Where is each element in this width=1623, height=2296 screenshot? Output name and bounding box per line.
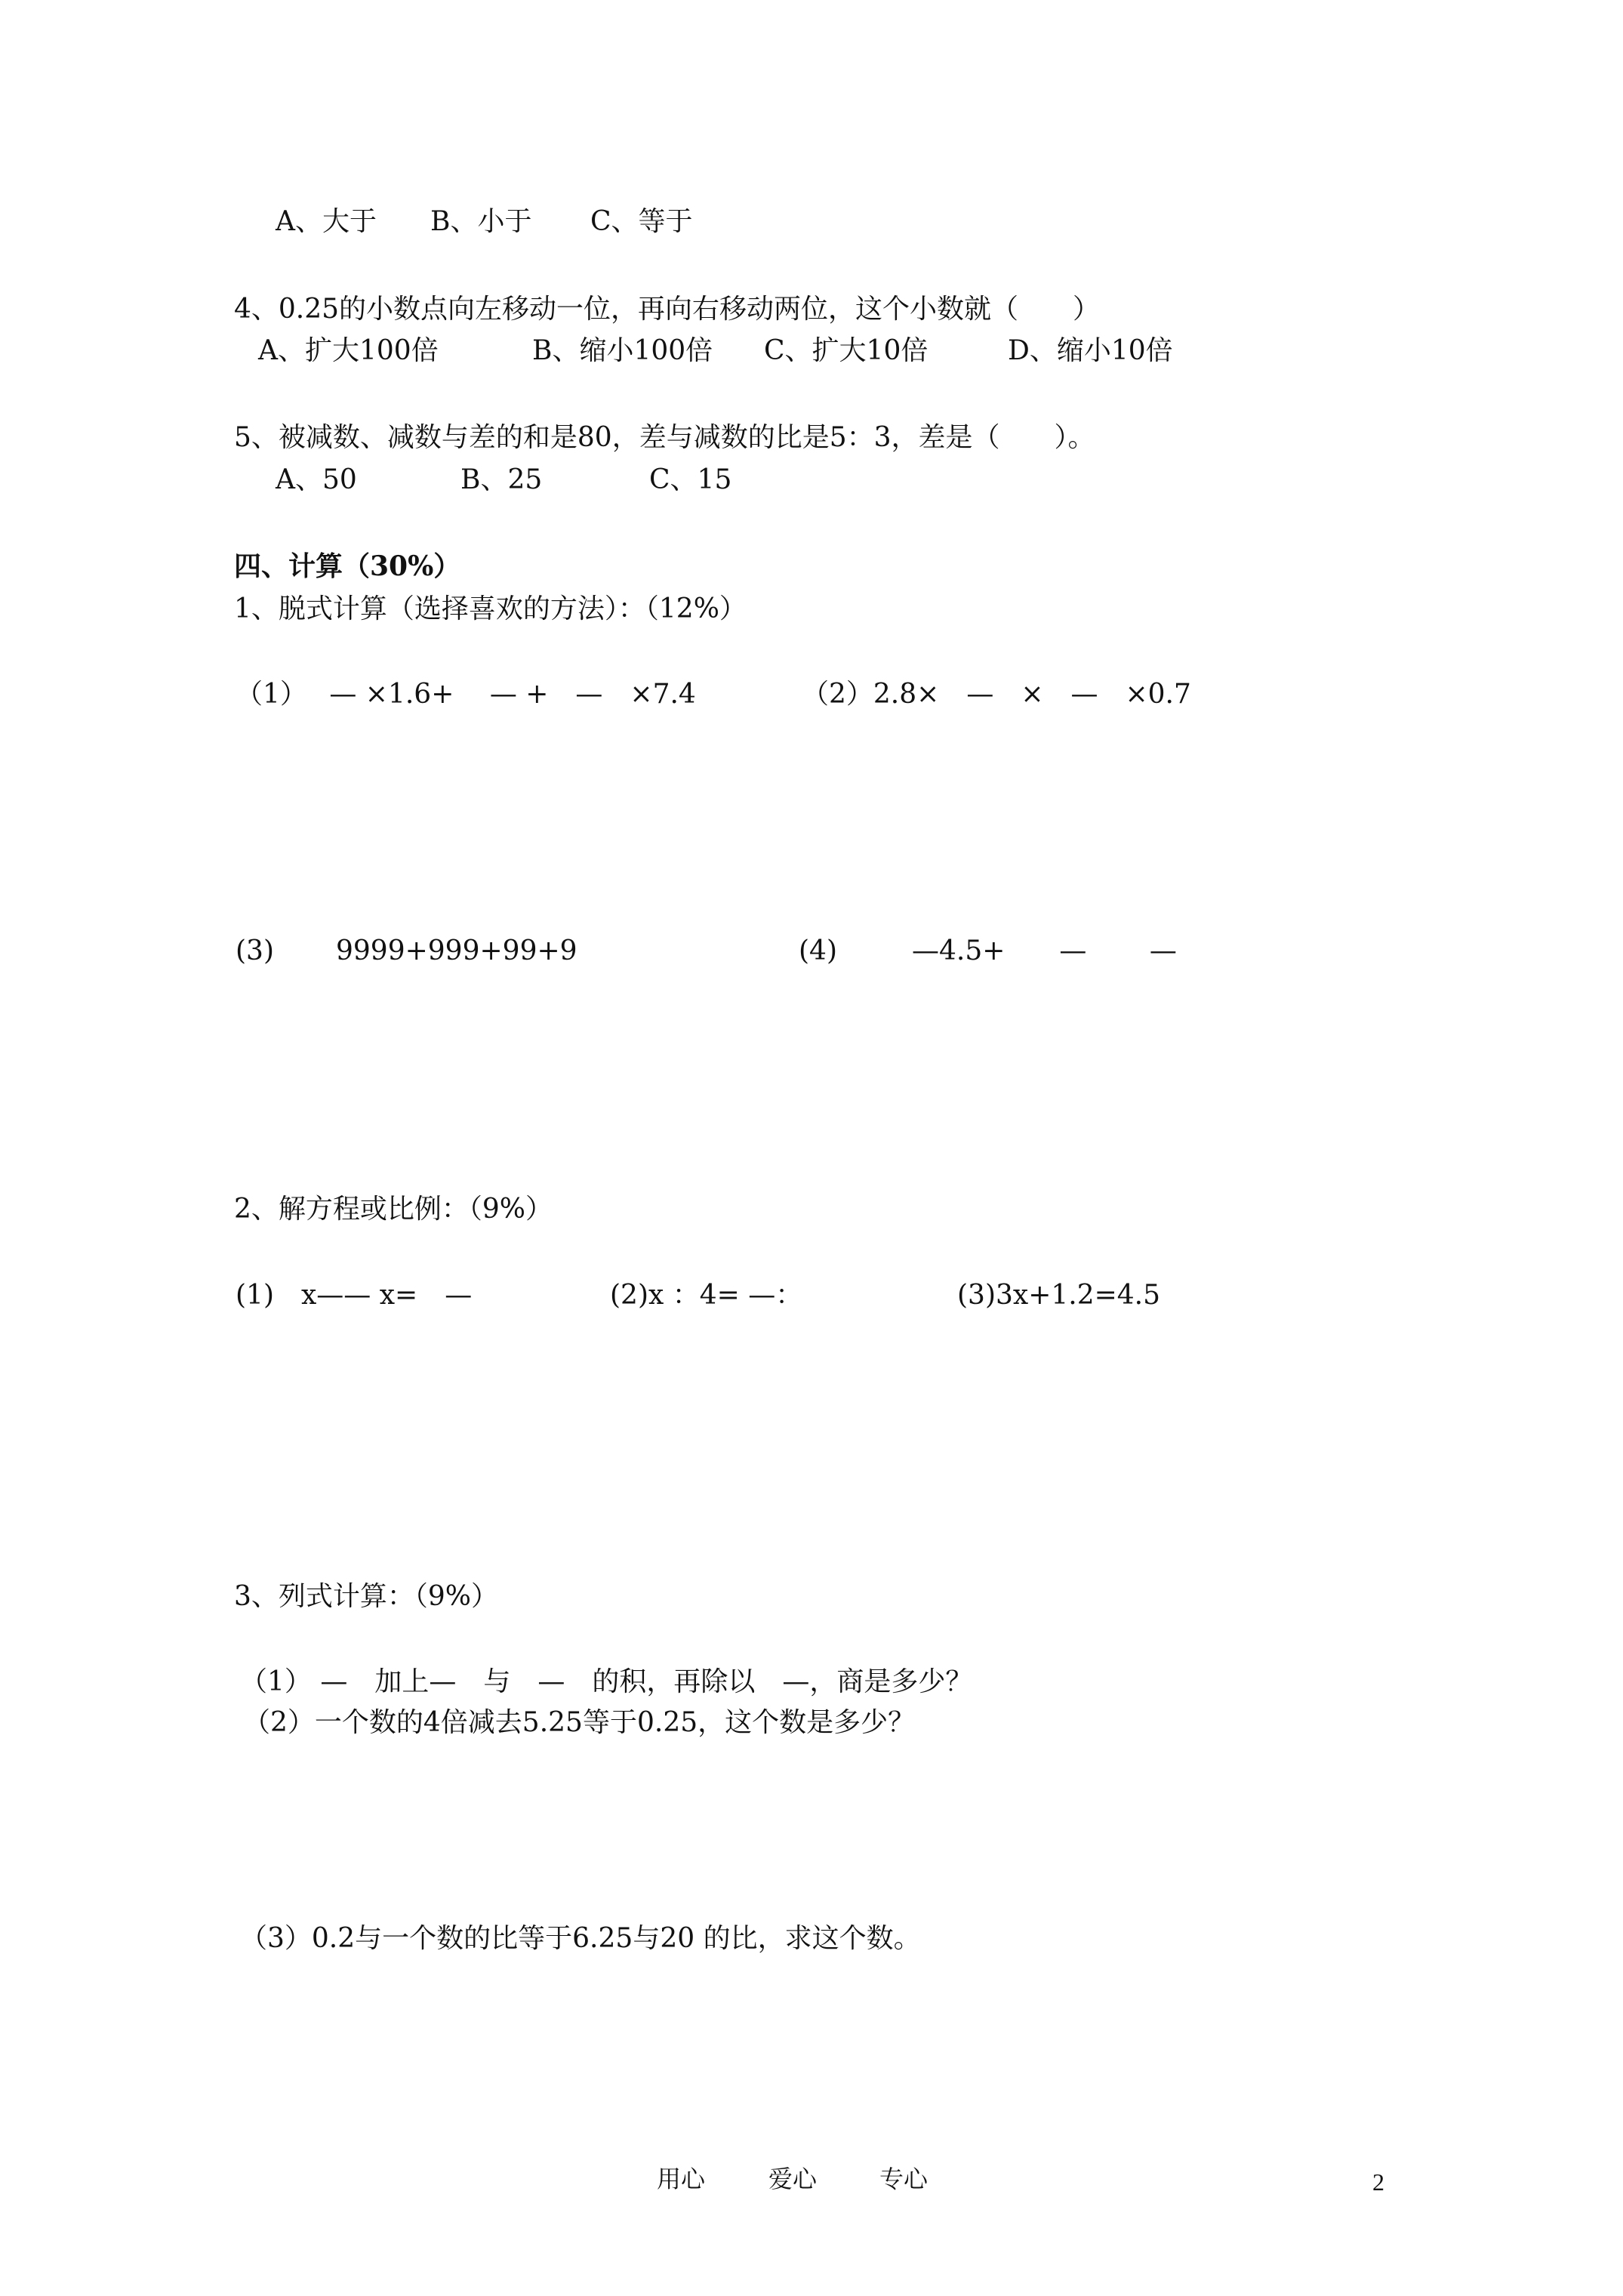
problem-1-2: （2）2.8× — × — ×0.7 bbox=[802, 679, 1191, 710]
page-number: 2 bbox=[1372, 2168, 1384, 2196]
problem-1-3-label: (3) bbox=[236, 935, 274, 966]
q4-option-b: B、缩小100倍 bbox=[532, 335, 713, 366]
problem-3-2: （2）一个数的4倍减去5.25等于0.25，这个数是多少？ bbox=[243, 1707, 916, 1738]
part2-title: 2、解方程或比例：（9%） bbox=[234, 1194, 553, 1225]
footer-word-2: 爱心 bbox=[768, 2165, 818, 2193]
footer-word-1: 用心 bbox=[657, 2165, 706, 2193]
q5-option-b: B、25 bbox=[460, 464, 543, 495]
problem-1-4-label: (4) bbox=[799, 935, 837, 966]
q5-option-c: C、15 bbox=[649, 464, 732, 495]
q4-option-d: D、缩小10倍 bbox=[1008, 335, 1173, 366]
problem-2-1: (1) x—— x= — bbox=[236, 1280, 473, 1311]
q5-stem: 5、被减数、减数与差的和是80，差与减数的比是5：3，差是（ ）。 bbox=[234, 422, 1095, 453]
q5-option-a: A、50 bbox=[276, 464, 357, 495]
footer-word-3: 专心 bbox=[879, 2165, 929, 2193]
problem-2-2: (2)x ：4= —： bbox=[610, 1280, 803, 1311]
problem-1-3-expression: 9999+999+99+9 bbox=[336, 935, 577, 966]
q3-option-b: B、小于 bbox=[430, 206, 532, 237]
q3-option-a: A、大于 bbox=[276, 206, 377, 237]
q3-option-c: C、等于 bbox=[590, 206, 693, 237]
problem-2-3: (3)3x+1.2=4.5 bbox=[957, 1280, 1161, 1311]
part3-title: 3、列式计算：（9%） bbox=[234, 1581, 499, 1612]
q4-option-a: A、扩大100倍 bbox=[258, 335, 439, 366]
q4-stem: 4、0.25的小数点向左移动一位，再向右移动两位，这个小数就（ ） bbox=[234, 294, 1101, 325]
problem-3-3: （3）0.2与一个数的比等于6.25与20 的比，求这个数。 bbox=[240, 1923, 921, 1954]
problem-1-4-expression: —4.5+ — — bbox=[912, 935, 1177, 966]
problem-3-1: （1） — 加上— 与 — 的积，再除以 —，商是多少？ bbox=[240, 1666, 973, 1697]
q4-option-c: C、扩大10倍 bbox=[764, 335, 929, 366]
part1-title: 1、脱式计算（选择喜欢的方法）：（12%） bbox=[234, 593, 747, 624]
problem-1-1: （1） — ×1.6+ — + — ×7.4 bbox=[236, 679, 696, 710]
section-title: 四、计算（30%） bbox=[234, 550, 461, 582]
